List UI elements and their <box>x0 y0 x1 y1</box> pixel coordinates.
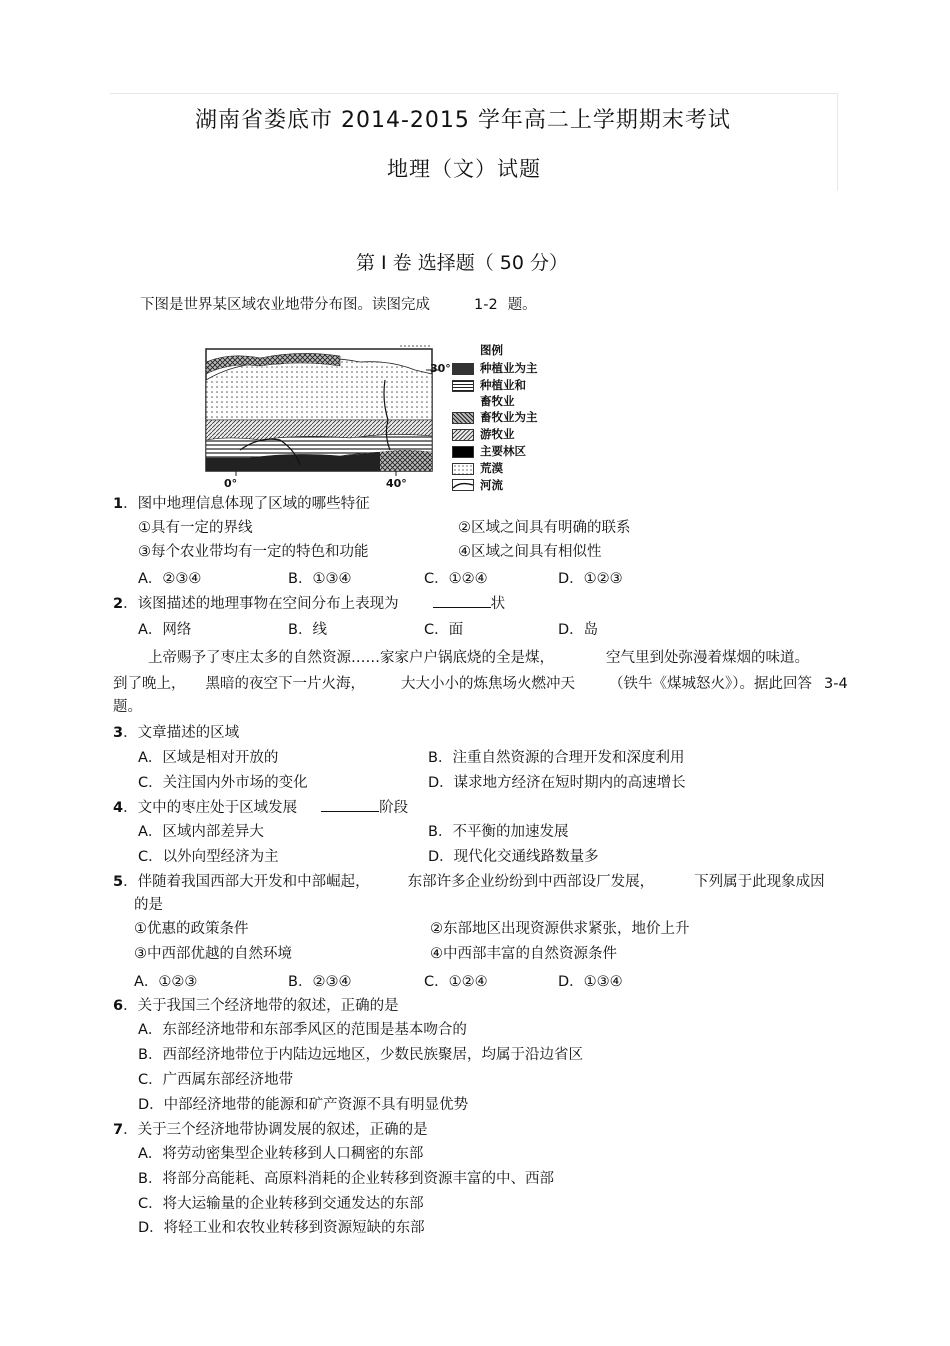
question-text: 关于我国三个经济地带的叙述，正确的是 <box>137 998 399 1014</box>
legend-swatch-livestock <box>452 412 474 424</box>
question-text: 该图描述的地理事物在空间分布上表现为 <box>137 596 399 612</box>
longitude-label-0: 0° <box>224 477 238 490</box>
question-text: 文中的枣庄处于区域发展 <box>137 800 298 816</box>
q4-option-a[interactable]: A．区域内部差异大 <box>138 824 264 840</box>
legend-label-nomadic: 游牧业 <box>480 427 515 441</box>
q5-option-d[interactable]: D．①③④ <box>558 974 623 990</box>
q7-option-c[interactable]: C．将大运输量的企业转移到交通发达的东部 <box>138 1196 424 1212</box>
agriculture-map-figure <box>200 340 570 496</box>
longitude-label-40: 40° <box>386 477 407 490</box>
passage-text: 上帝赐予了枣庄太多的自然资源……家家户户锅底烧的全是煤， <box>148 650 554 666</box>
q5-statement-1: ①优惠的政策条件 <box>134 921 249 937</box>
q3-option-d[interactable]: D．谋求地方经济在短时期内的高速增长 <box>428 775 686 791</box>
question-text: 伴随着我国西部大开发和中部崛起， <box>137 874 370 890</box>
q1-option-d[interactable]: D．①②③ <box>558 571 623 587</box>
document-subtitle: 地理（文）试题 <box>387 157 541 181</box>
question-2-stem: 2．该图描述的地理事物在空间分布上表现为 状 <box>113 596 506 612</box>
intro-suffix: 题。 <box>507 297 537 313</box>
q6-option-b[interactable]: B．西部经济地带位于内陆边远地区，少数民族聚居，均属于沿边省区 <box>138 1047 583 1063</box>
question-number: 5 <box>113 874 124 890</box>
question-number: 2 <box>113 596 124 612</box>
legend-swatch-nomadic <box>452 429 474 441</box>
q5-option-c[interactable]: C．①②④ <box>424 974 488 990</box>
answer-blank[interactable] <box>433 607 491 608</box>
q6-option-d[interactable]: D．中部经济地带的能源和矿产资源不具有明显优势 <box>138 1097 469 1113</box>
header-top-rule <box>110 93 838 94</box>
question-number: 1 <box>113 496 124 512</box>
east-cropland <box>380 450 432 471</box>
question-4-stem: 4．文中的枣庄处于区域发展 阶段 <box>113 800 409 816</box>
question-text: 图中地理信息体现了区域的哪些特征 <box>137 496 370 512</box>
q1-statement-2: ②区域之间具有明确的联系 <box>458 520 631 536</box>
q6-option-a[interactable]: A．东部经济地带和东部季风区的范围是基本吻合的 <box>138 1022 467 1038</box>
passage-text: 空气里到处弥漫着煤烟的味道。 <box>606 650 809 666</box>
intro-text: 下图是世界某区域农业地带分布图。读图完成 <box>140 297 430 313</box>
q7-option-d[interactable]: D．将轻工业和农牧业转移到资源短缺的东部 <box>138 1220 425 1236</box>
q5-option-b[interactable]: B．②③④ <box>288 974 352 990</box>
legend-label-livestock: 畜牧业为主 <box>480 410 538 424</box>
q4-option-d[interactable]: D．现代化交通线路数量多 <box>428 849 599 865</box>
question-suffix: 阶段 <box>379 800 409 816</box>
question-text: 关于三个经济地带协调发展的叙述，正确的是 <box>137 1122 428 1138</box>
map-legend <box>452 342 562 492</box>
q2-option-b[interactable]: B．线 <box>288 622 327 638</box>
question-number: 3 <box>113 725 124 741</box>
q3-option-a[interactable]: A．区域是相对开放的 <box>138 750 279 766</box>
intro-1-2 <box>140 295 537 315</box>
header-right-rule <box>837 93 838 191</box>
legend-swatch-cropland <box>452 363 474 375</box>
legend-swatch-river <box>452 479 474 491</box>
passage-line-1 <box>148 648 809 668</box>
q6-option-c[interactable]: C．广西属东部经济地带 <box>138 1072 294 1088</box>
legend-label-river: 河流 <box>480 478 503 492</box>
q2-option-d[interactable]: D．岛 <box>558 622 599 638</box>
legend-swatch-forest <box>452 446 474 458</box>
legend-label-desert: 荒漠 <box>480 461 503 475</box>
intro-range: 1-2 <box>474 297 498 313</box>
legend-swatch-mixed <box>452 380 474 392</box>
question-5-stem: 5．伴随着我国西部大开发和中部崛起， 东部许多企业纷纷到中西部设厂发展， 下列属于此现象成因 <box>113 874 825 890</box>
q5-option-a[interactable]: A．①②③ <box>134 974 198 990</box>
q1-option-c[interactable]: C．①②④ <box>424 571 488 587</box>
q3-option-c[interactable]: C．关注国内外市场的变化 <box>138 775 308 791</box>
question-text: 东部许多企业纷纷到中西部设厂发展， <box>407 874 655 890</box>
document-title: 湖南省娄底市 2014-2015 学年高二上学期期末考试 <box>195 108 731 133</box>
legend-label-forest: 主要林区 <box>480 444 526 458</box>
legend-label-mixed-line2: 畜牧业 <box>480 394 515 408</box>
section-title: 第 I 卷 选择题（ 50 分） <box>356 252 568 274</box>
passage-text: 黑暗的夜空下一片火海， <box>205 676 365 692</box>
answer-blank[interactable] <box>321 811 379 812</box>
q1-statement-3: ③每个农业带均有一定的特色和功能 <box>138 544 369 560</box>
passage-text: （铁牛《煤城怒火》）。据此回答 <box>609 676 812 692</box>
passage-text: 到了晚上， <box>113 676 186 692</box>
question-6-stem: 6．关于我国三个经济地带的叙述，正确的是 <box>113 998 399 1014</box>
question-number: 7 <box>113 1122 124 1138</box>
q4-option-c[interactable]: C．以外向型经济为主 <box>138 849 279 865</box>
question-7-stem: 7．关于三个经济地带协调发展的叙述，正确的是 <box>113 1122 428 1138</box>
africa-agriculture-map <box>200 340 440 490</box>
question-number: 6 <box>113 998 124 1014</box>
legend-label-cropland: 种植业为主 <box>480 361 538 375</box>
q7-option-b[interactable]: B．将部分高能耗、高原料消耗的企业转移到资源丰富的中、西部 <box>138 1171 554 1187</box>
legend-label-mixed: 种植业和 <box>480 378 526 392</box>
q2-option-a[interactable]: A．网络 <box>138 622 192 638</box>
question-5-stem-cont: 的是 <box>134 897 163 913</box>
q5-statement-2: ②东部地区出现资源供求紧张，地价上升 <box>430 921 690 937</box>
legend-swatch-desert <box>452 463 474 475</box>
question-suffix: 状 <box>490 596 506 612</box>
q1-statement-1: ①具有一定的界线 <box>138 520 253 536</box>
q4-option-b[interactable]: B．不平衡的加速发展 <box>428 824 569 840</box>
question-1-stem: 1．图中地理信息体现了区域的哪些特征 <box>113 496 370 512</box>
q1-option-b[interactable]: B．①③④ <box>288 571 352 587</box>
passage-line-3: 题。 <box>113 699 142 715</box>
desert-region <box>206 358 432 420</box>
passage-text: 大大小小的炼焦场火燃冲天 <box>401 676 575 692</box>
legend-title: 图例 <box>480 343 503 357</box>
q7-option-a[interactable]: A．将劳动密集型企业转移到人口稠密的东部 <box>138 1146 424 1162</box>
q3-option-b[interactable]: B．注重自然资源的合理开发和深度利用 <box>428 750 685 766</box>
q1-option-a[interactable]: A．②③④ <box>138 571 202 587</box>
question-text: 文章描述的区域 <box>137 725 240 741</box>
q1-statement-4: ④区域之间具有相似性 <box>458 544 602 560</box>
q5-statement-4: ④中西部丰富的自然资源条件 <box>430 946 617 962</box>
passage-range: 3-4 <box>824 676 848 692</box>
latitude-label: 30° <box>430 362 451 375</box>
q5-statement-3: ③中西部优越的自然环境 <box>134 946 292 962</box>
question-number: 4 <box>113 800 124 816</box>
q2-option-c[interactable]: C．面 <box>424 622 464 638</box>
question-3-stem: 3．文章描述的区域 <box>113 725 240 741</box>
question-text: 下列属于此现象成因 <box>694 874 825 890</box>
passage-line-2 <box>113 674 848 694</box>
